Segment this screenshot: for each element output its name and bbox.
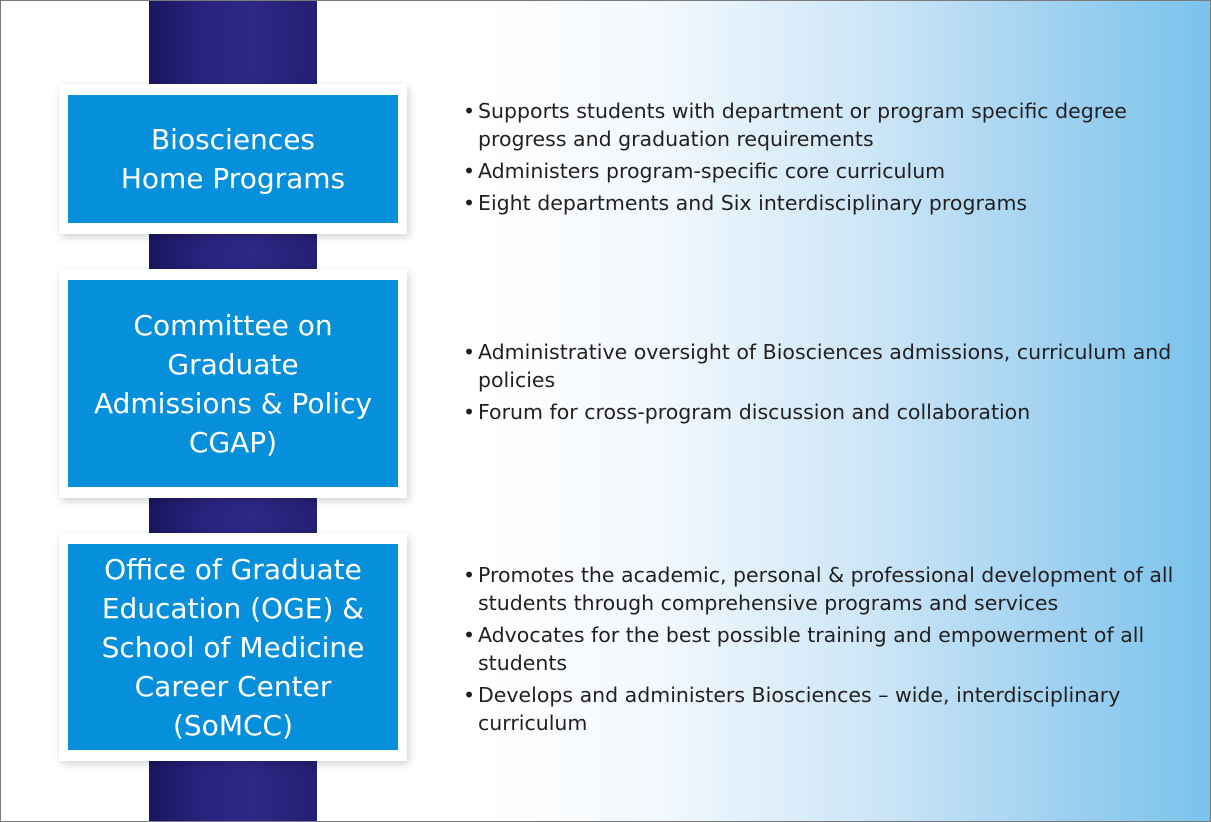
- bullet-item: • Eight departments and Six interdisciplinary programs: [463, 189, 1193, 217]
- box-title-line: Admissions & Policy: [93, 386, 373, 420]
- bullet-item: • Forum for cross-program discussion and collaboration: [463, 398, 1193, 426]
- oge-somcc-bullets: [463, 561, 1193, 741]
- biosciences-home-programs-bullets: [463, 97, 1193, 221]
- oge-somcc-box: [68, 544, 398, 750]
- oge-somcc-card: [59, 533, 407, 761]
- bullet-item: • Administers program-specific core curriculum: [463, 157, 1193, 185]
- bullet-item: • Administrative oversight of Biosciences admissions, curriculum and policies: [463, 338, 1193, 394]
- box-title: [94, 306, 372, 462]
- box-title-line: Biosciences: [150, 123, 316, 156]
- box-title: [102, 550, 365, 745]
- cgap-box: [68, 280, 398, 487]
- box-title-line: Home Programs: [120, 162, 346, 195]
- biosciences-home-programs-card: [59, 84, 407, 234]
- box-title-line: Graduate: [167, 347, 299, 381]
- box-title-line: Office of Graduate: [104, 552, 362, 586]
- box-title-line: Education (OGE) &: [101, 591, 365, 625]
- box-title: [121, 120, 345, 198]
- box-title-line: Career Center: [134, 669, 332, 703]
- bullet-item: • Supports students with department or program specific degree progress and graduation requirements: [463, 97, 1193, 153]
- bullet-item: • Advocates for the best possible training and empowerment of all students: [463, 621, 1193, 677]
- box-title-line: (SoMCC): [172, 708, 293, 742]
- cgap-card: [59, 269, 407, 498]
- box-title-line: School of Medicine: [101, 630, 365, 664]
- box-title-line: Committee on: [133, 308, 333, 342]
- bullet-item: • Promotes the academic, personal & professional development of all students through comprehensive programs and services: [463, 561, 1193, 617]
- box-title-line: CGAP): [188, 425, 278, 459]
- cgap-bullets: [463, 338, 1193, 430]
- bullet-item: • Develops and administers Biosciences – wide, interdisciplinary curriculum: [463, 681, 1193, 737]
- biosciences-home-programs-box: [68, 95, 398, 223]
